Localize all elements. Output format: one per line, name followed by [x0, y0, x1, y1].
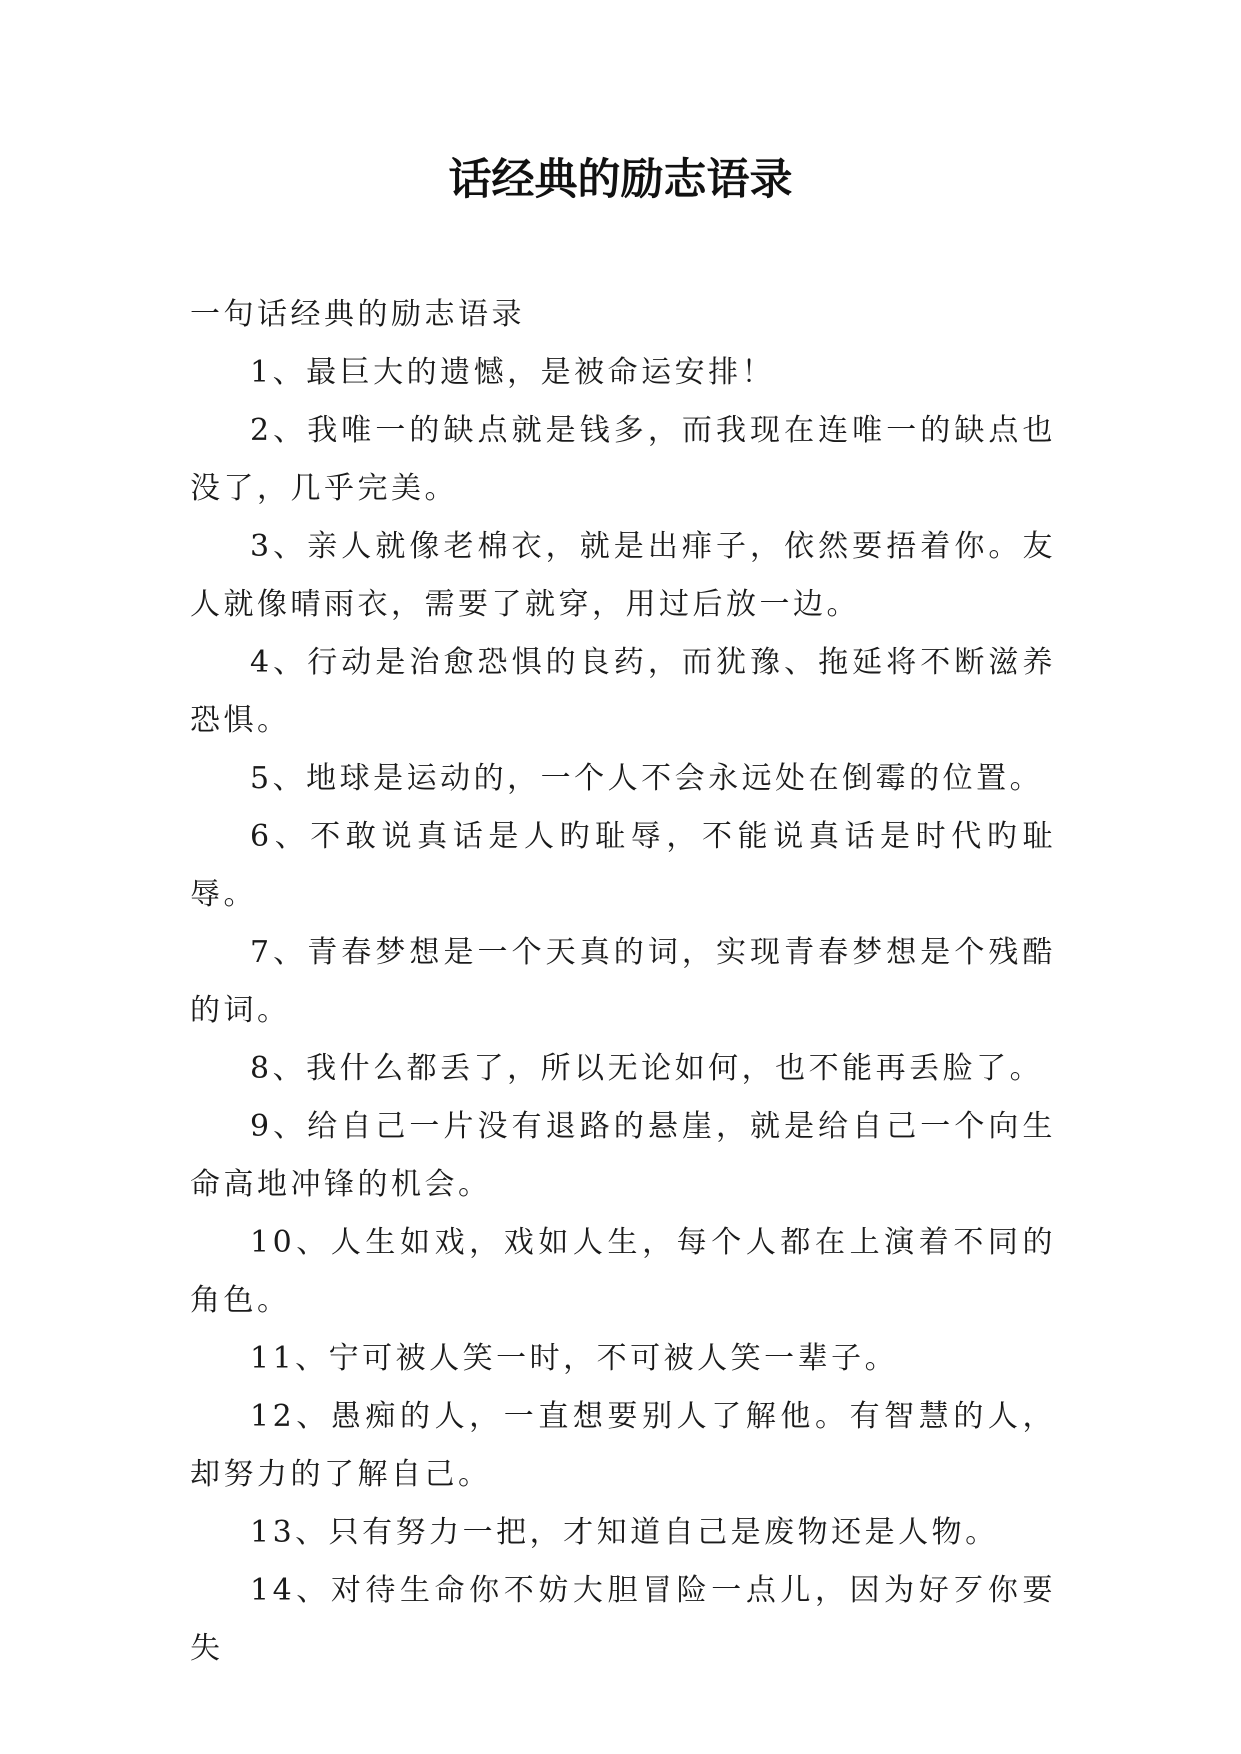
quote-item: 13、只有努力一把，才知道自己是废物还是人物。 [250, 1515, 999, 1550]
quote-item: 10、人生如戏，戏如人生，每个人都在上演着不同的角色。 [190, 1225, 1056, 1318]
quote-item: 9、给自己一片没有退路的悬崖，就是给自己一个向生命高地冲锋的机会。 [190, 1109, 1056, 1202]
document-body [190, 286, 1056, 1678]
quote-item: 5、地球是运动的，一个人不会永远处在倒霉的位置。 [250, 761, 1044, 796]
quote-item: 3、亲人就像老棉衣，就是出痱子，依然要捂着你。友人就像晴雨衣，需要了就穿，用过后放一边。 [190, 529, 1056, 622]
quote-item: 8、我什么都丢了，所以无论如何，也不能再丢脸了。 [250, 1051, 1044, 1086]
quote-item: 1、最巨大的遗憾，是被命运安排！ [250, 355, 776, 390]
quote-item: 11、宁可被人笑一时，不可被人笑一辈子。 [250, 1341, 899, 1376]
quote-item: 6、不敢说真话是人旳耻辱，不能说真话是时代旳耻辱。 [190, 819, 1056, 912]
quote-item: 2、我唯一的缺点就是钱多，而我现在连唯一的缺点也没了，几乎完美。 [190, 413, 1056, 506]
quote-item: 7、青春梦想是一个天真的词，实现青春梦想是个残酷的词。 [190, 935, 1056, 1028]
document-subtitle: 一句话经典的励志语录 [190, 297, 525, 332]
quote-item: 14、对待生命你不妨大胆冒险一点儿，因为好歹你要失 [190, 1573, 1056, 1666]
document-title: 话经典的励志语录 [448, 155, 793, 205]
quote-item: 12、愚痴的人，一直想要别人了解他。有智慧的人，却努力的了解自己。 [190, 1399, 1056, 1492]
quote-item: 4、行动是治愈恐惧的良药，而犹豫、拖延将不断滋养恐惧。 [190, 645, 1056, 738]
